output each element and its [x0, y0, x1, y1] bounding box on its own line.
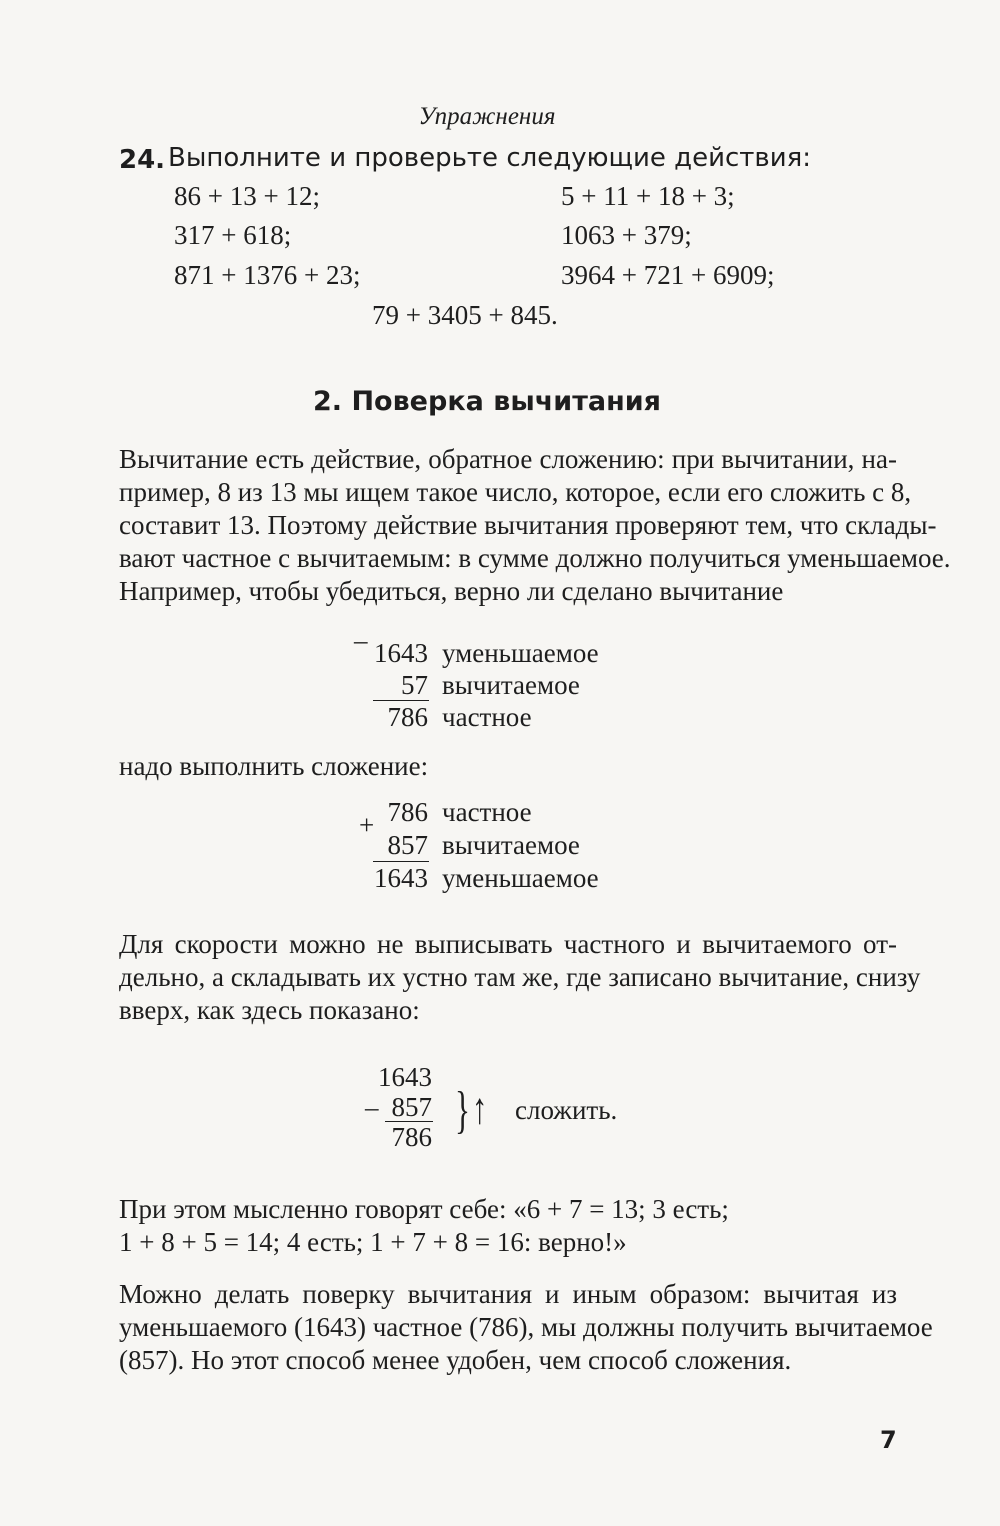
exercise-expression: 5 + 11 + 18 + 3; — [561, 181, 735, 211]
check-minuend: 1643 — [378, 1062, 432, 1092]
paragraph-line: вверх, как здесь показано: — [119, 995, 420, 1025]
paragraph-line: 1 + 8 + 5 = 14; 4 есть; 1 + 7 + 8 = 16: верно!» — [119, 1227, 627, 1257]
paragraph-line: Вычитание есть действие, обратное сложению: при вычитании, на- — [119, 444, 897, 474]
exercise-expression: 3964 + 721 + 6909; — [561, 260, 775, 290]
difference-value: 786 — [387, 702, 428, 732]
exercise-expression: 79 + 3405 + 845. — [372, 300, 558, 330]
paragraph-line: Например, чтобы убедиться, верно ли сделано вычитание — [119, 576, 784, 606]
brace-symbol: } — [455, 1082, 470, 1139]
paragraph-line: При этом мысленно говорят себе: «6 + 7 = 13; 3 есть; — [119, 1194, 729, 1224]
addend-value: 786 — [387, 797, 428, 827]
paragraph-mental-check — [119, 1193, 897, 1259]
addend-label: вычитаемое — [442, 830, 580, 860]
paragraph-line: (857). Но этот способ менее удобен, чем способ сложения. — [119, 1345, 792, 1375]
check-subtrahend: 857 — [391, 1092, 432, 1122]
paragraph-line: составит 13. Поэтому действие вычитания проверяют тем, что склады- — [119, 510, 937, 540]
difference-label: частное — [442, 702, 532, 732]
paragraph-line: вают частное с вычитаемым: в сумме должно получиться уменьшаемое. — [119, 543, 951, 573]
page-number: 7 — [880, 1426, 897, 1454]
arrow-up-icon: ↑ — [472, 1084, 488, 1133]
check-instruction: сложить. — [515, 1095, 618, 1125]
paragraph-alternative-method — [119, 1278, 933, 1377]
minuend-value: 1643 — [374, 638, 428, 668]
section-title: 2. Поверка вычитания — [313, 386, 661, 417]
addend-label: частное — [442, 797, 532, 827]
paragraph-addition-intro: надо выполнить сложение: — [119, 751, 429, 781]
exercise-expression: 317 + 618; — [174, 220, 292, 250]
exercises-heading: Упражнения — [418, 103, 556, 130]
addend-value: 857 — [387, 830, 428, 860]
sum-line — [373, 861, 429, 862]
exercise-prompt: Выполните и проверьте следующие действия: — [168, 143, 812, 173]
paragraph-line: пример, 8 из 13 мы ищем такое число, которое, если его сложить с 8, — [119, 477, 912, 507]
sum-label: уменьшаемое — [442, 863, 599, 893]
sum-value: 1643 — [374, 863, 428, 893]
minus-sign: – — [365, 1092, 379, 1122]
paragraph-line: Для скорости можно не выписывать частного и вычитаемого от- — [119, 929, 897, 959]
minus-sign: – — [354, 625, 368, 655]
paragraph-line: уменьшаемого (1643) частное (786), мы должны получить вычитаемое — [119, 1312, 933, 1342]
exercise-number: 24. — [119, 145, 166, 175]
check-difference: 786 — [391, 1122, 432, 1152]
subtrahend-value: 57 — [401, 670, 428, 700]
exercise-expression: 1063 + 379; — [561, 220, 692, 250]
minuend-label: уменьшаемое — [442, 638, 599, 668]
paragraph-line: Можно делать поверку вычитания и иным образом: вычитая из — [119, 1279, 897, 1309]
paragraph-quick-method — [119, 928, 921, 1027]
sum-line — [373, 700, 429, 701]
plus-sign: + — [359, 810, 375, 840]
subtrahend-label: вычитаемое — [442, 670, 580, 700]
exercise-expression: 86 + 13 + 12; — [174, 181, 320, 211]
paragraph-intro — [119, 443, 951, 608]
paragraph-line: дельно, а складывать их устно там же, где записано вычитание, снизу — [119, 962, 921, 992]
exercise-expression: 871 + 1376 + 23; — [174, 260, 361, 290]
